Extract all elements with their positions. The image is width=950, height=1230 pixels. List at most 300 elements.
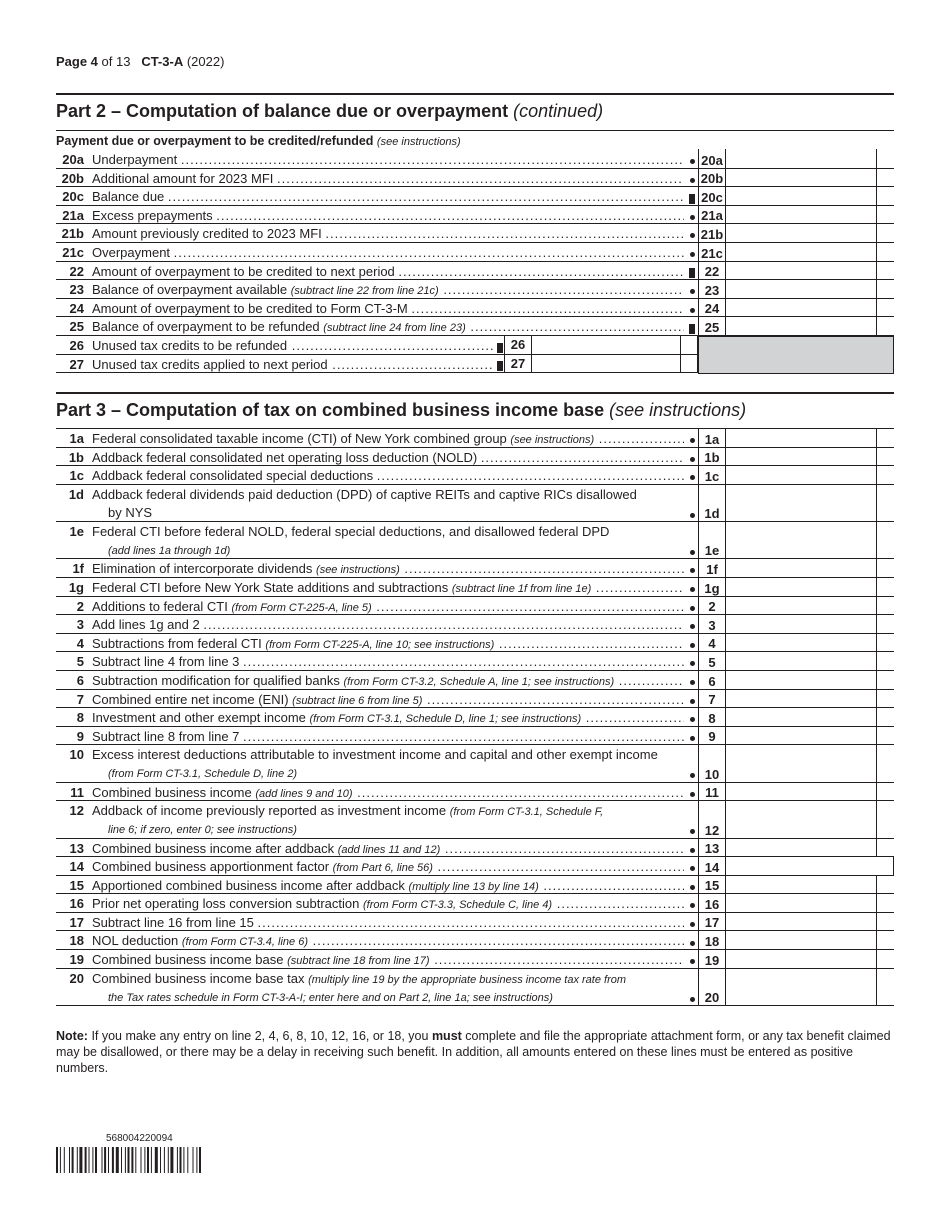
amount-field[interactable] bbox=[726, 783, 876, 801]
line-marker bbox=[688, 153, 696, 168]
bullet-icon bbox=[690, 178, 695, 183]
line-number: 3 bbox=[76, 617, 84, 633]
line-label: Subtractions from federal CTI bbox=[92, 635, 262, 651]
bullet-icon bbox=[690, 308, 695, 313]
line-row bbox=[56, 280, 894, 299]
line-number-box bbox=[698, 465, 726, 485]
line-marker bbox=[688, 842, 696, 857]
line-marker bbox=[688, 991, 696, 1006]
line-label: Amount of overpayment to be credited to Form CT-3-M bbox=[92, 300, 408, 316]
credit-cents-field[interactable] bbox=[680, 335, 698, 355]
part2-subhead: Payment due or overpayment to be credited/refunded (see instructions) bbox=[56, 134, 461, 148]
line-note: (from Form CT-3.1, Schedule D, line 1; see instructions) bbox=[309, 713, 582, 726]
barcode-bar bbox=[85, 1147, 87, 1173]
barcode-bar bbox=[60, 1147, 61, 1173]
line-marker bbox=[688, 953, 696, 968]
amount-field[interactable] bbox=[726, 243, 876, 261]
box-label: 25 bbox=[704, 319, 720, 335]
line-description bbox=[92, 152, 684, 167]
line-row bbox=[56, 429, 894, 448]
bullet-icon bbox=[690, 568, 695, 573]
cents-field[interactable] bbox=[876, 298, 894, 318]
line-description bbox=[92, 654, 684, 669]
line-number-box bbox=[698, 782, 726, 802]
line-number: 4 bbox=[76, 635, 84, 651]
leader-dots bbox=[400, 561, 684, 576]
cents-field[interactable] bbox=[876, 223, 894, 243]
box-label: 9 bbox=[708, 729, 716, 745]
line-number-box bbox=[698, 800, 726, 838]
barcode-bar bbox=[56, 1147, 58, 1173]
amount-field[interactable] bbox=[726, 727, 876, 745]
line-description-continued bbox=[108, 765, 684, 780]
cents-field[interactable] bbox=[876, 651, 894, 671]
line-description bbox=[92, 450, 684, 465]
line-marker bbox=[688, 618, 696, 633]
line-description bbox=[92, 747, 684, 762]
barcode-bar bbox=[92, 1147, 93, 1173]
line-marker bbox=[688, 265, 696, 280]
leader-dots bbox=[203, 617, 684, 632]
cents-field[interactable] bbox=[876, 279, 894, 299]
box-label: 20a bbox=[701, 152, 723, 168]
line-description bbox=[92, 338, 494, 353]
line-note: (subtract line 6 from line 5) bbox=[292, 694, 423, 707]
barcode-bar bbox=[69, 1147, 70, 1173]
line-description bbox=[92, 599, 684, 614]
amount-field[interactable] bbox=[726, 894, 876, 912]
line-row bbox=[56, 169, 894, 188]
line-row bbox=[56, 448, 894, 467]
cents-field[interactable] bbox=[876, 447, 894, 467]
amount-field[interactable] bbox=[726, 839, 876, 857]
cents-field[interactable] bbox=[876, 689, 894, 709]
amount-field[interactable] bbox=[726, 448, 876, 466]
leader-dots bbox=[430, 952, 684, 967]
line-description bbox=[92, 729, 684, 744]
line-number: 1g bbox=[68, 579, 84, 595]
cents-field[interactable] bbox=[876, 558, 894, 578]
line-marker bbox=[688, 860, 696, 875]
line-number-box bbox=[698, 223, 726, 243]
leader-dots bbox=[287, 338, 494, 353]
line-marker bbox=[688, 469, 696, 484]
line-label: Additions to federal CTI bbox=[92, 598, 228, 614]
line-number-box bbox=[698, 596, 726, 616]
line-description-continued bbox=[108, 505, 684, 520]
line-label: Balance of overpayment to be refunded bbox=[92, 319, 320, 335]
cents-field[interactable] bbox=[876, 186, 894, 206]
cents-field[interactable] bbox=[876, 614, 894, 634]
leader-dots bbox=[372, 599, 684, 614]
line-description bbox=[92, 171, 684, 186]
amount-field[interactable] bbox=[726, 485, 876, 521]
line-label: Unused tax credits applied to next period bbox=[92, 356, 328, 372]
barcode-bar bbox=[170, 1147, 173, 1173]
amount-field[interactable] bbox=[726, 466, 876, 484]
cents-field[interactable] bbox=[876, 726, 894, 746]
box-label: 22 bbox=[704, 264, 720, 280]
line-label: Addback federal consolidated special deductions bbox=[92, 468, 374, 484]
line-marker bbox=[688, 600, 696, 615]
line-number: 21b bbox=[61, 226, 84, 242]
bullet-icon bbox=[690, 773, 695, 778]
square-icon bbox=[689, 324, 695, 334]
line-row bbox=[56, 578, 894, 597]
part2-title: Part 2 – Computation of balance due or overpayment (continued) bbox=[56, 101, 604, 121]
line-row bbox=[56, 243, 894, 262]
barcode-bar bbox=[144, 1147, 145, 1173]
line-row bbox=[56, 224, 894, 243]
leader-dots bbox=[481, 450, 684, 465]
divider bbox=[56, 392, 894, 394]
line-marker bbox=[688, 562, 696, 577]
bullet-icon bbox=[690, 941, 695, 946]
leader-dots bbox=[439, 282, 684, 297]
line-number: 19 bbox=[69, 952, 84, 968]
line-marker bbox=[688, 209, 696, 224]
divider bbox=[56, 93, 894, 95]
line-row bbox=[56, 522, 894, 559]
amount-field[interactable] bbox=[726, 262, 876, 280]
box-label: 21c bbox=[701, 245, 723, 261]
bullet-icon bbox=[690, 885, 695, 890]
amount-field[interactable] bbox=[726, 522, 876, 558]
cents-field[interactable] bbox=[876, 484, 894, 522]
amount-field[interactable] bbox=[726, 913, 876, 931]
amount-field[interactable] bbox=[726, 169, 876, 187]
bullet-icon bbox=[690, 215, 695, 220]
leader-dots bbox=[581, 710, 684, 725]
amount-field[interactable] bbox=[726, 280, 876, 298]
line-description bbox=[92, 431, 684, 446]
line-description bbox=[92, 580, 684, 595]
cents-field[interactable] bbox=[876, 707, 894, 727]
amount-field[interactable] bbox=[726, 801, 876, 837]
leader-dots bbox=[398, 264, 684, 279]
line-note-continued: (add lines 1a through 1d) bbox=[108, 545, 231, 558]
amount-field[interactable] bbox=[726, 745, 876, 781]
cents-field[interactable] bbox=[876, 912, 894, 932]
line-row bbox=[56, 597, 894, 616]
cents-field[interactable] bbox=[876, 968, 894, 1006]
amount-field[interactable] bbox=[726, 224, 876, 242]
line-note: (see instructions) bbox=[510, 434, 595, 446]
leader-dots bbox=[216, 208, 684, 223]
square-icon bbox=[497, 343, 503, 353]
line-label: Prior net operating loss conversion subtraction bbox=[92, 896, 360, 912]
line-note: (add lines 9 and 10) bbox=[255, 787, 353, 800]
amount-field[interactable] bbox=[726, 597, 876, 615]
amount-field[interactable] bbox=[726, 317, 876, 335]
amount-field[interactable] bbox=[726, 615, 876, 633]
leader-dots bbox=[325, 226, 684, 241]
line-number-box bbox=[698, 912, 726, 932]
line-number: 20 bbox=[69, 970, 84, 986]
leader-dots bbox=[539, 878, 684, 893]
line-marker bbox=[688, 544, 696, 559]
form-number: CT-3-A bbox=[141, 54, 184, 69]
line-description bbox=[92, 468, 684, 483]
line-description bbox=[92, 841, 684, 856]
leader-dots bbox=[243, 729, 684, 744]
leader-dots bbox=[277, 171, 684, 186]
line-label: Excess interest deductions attributable to investment income and capital and other exempt income bbox=[92, 747, 658, 763]
line-marker bbox=[688, 655, 696, 670]
line-number-box bbox=[698, 968, 726, 1006]
line-description bbox=[92, 617, 684, 632]
cents-field[interactable] bbox=[876, 838, 894, 858]
line-number-box bbox=[698, 242, 726, 262]
amount-field[interactable] bbox=[726, 708, 876, 726]
bullet-icon bbox=[690, 457, 695, 462]
line-number-box bbox=[698, 521, 726, 559]
barcode-bar bbox=[116, 1147, 119, 1173]
line-row bbox=[56, 839, 894, 858]
cents-field[interactable] bbox=[876, 800, 894, 838]
line-description bbox=[92, 301, 684, 316]
line-label: Amount previously credited to 2023 MFI bbox=[92, 226, 322, 242]
square-icon bbox=[689, 268, 695, 278]
amount-field[interactable] bbox=[726, 187, 876, 205]
line-marker bbox=[688, 897, 696, 912]
barcode-bar bbox=[77, 1147, 78, 1173]
bullet-icon bbox=[690, 438, 695, 443]
line-number: 15 bbox=[69, 877, 84, 893]
cents-field[interactable] bbox=[876, 744, 894, 782]
line-row bbox=[56, 745, 894, 782]
line-row bbox=[56, 708, 894, 727]
cents-field[interactable] bbox=[876, 168, 894, 188]
amount-field[interactable] bbox=[726, 150, 876, 168]
barcode-bar bbox=[104, 1147, 106, 1173]
cents-field[interactable] bbox=[876, 205, 894, 225]
line-label: Addback of income previously reported as investment income bbox=[92, 803, 447, 819]
line-number-box bbox=[504, 335, 532, 355]
line-marker bbox=[688, 190, 696, 205]
line-number-box bbox=[698, 261, 726, 281]
line-marker bbox=[688, 227, 696, 242]
amount-field[interactable] bbox=[726, 950, 876, 968]
barcode-bar bbox=[95, 1147, 97, 1173]
line-number-box bbox=[698, 614, 726, 634]
line-number-box bbox=[698, 651, 726, 671]
bullet-icon bbox=[690, 717, 695, 722]
line-note: (subtract line 22 from line 21c) bbox=[290, 285, 439, 298]
line-label: Underpayment bbox=[92, 152, 178, 167]
line-marker bbox=[688, 451, 696, 466]
barcode-bar bbox=[187, 1147, 188, 1173]
line-number-box bbox=[698, 186, 726, 206]
line-marker bbox=[688, 302, 696, 317]
line-number-box bbox=[698, 949, 726, 969]
amount-field[interactable] bbox=[726, 559, 876, 577]
barcode-bar bbox=[193, 1147, 194, 1173]
barcode-bar bbox=[196, 1147, 197, 1173]
cents-field[interactable] bbox=[876, 316, 894, 336]
cents-field[interactable] bbox=[876, 242, 894, 262]
credit-cents-field[interactable] bbox=[680, 354, 698, 374]
cents-field[interactable] bbox=[876, 465, 894, 485]
line-marker bbox=[688, 246, 696, 261]
line-row bbox=[56, 969, 894, 1006]
box-label: 20b bbox=[700, 171, 724, 187]
cents-field[interactable] bbox=[876, 577, 894, 597]
line-row bbox=[56, 466, 894, 485]
amount-field[interactable] bbox=[726, 876, 876, 894]
line-description bbox=[92, 971, 684, 986]
amount-field[interactable] bbox=[726, 578, 876, 596]
line-row bbox=[56, 187, 894, 206]
line-note: (multiply line 13 by line 14) bbox=[408, 880, 539, 893]
line-description bbox=[92, 357, 494, 372]
line-marker bbox=[688, 507, 696, 522]
leader-dots bbox=[591, 580, 684, 595]
line-number: 7 bbox=[76, 691, 84, 707]
line-number: 9 bbox=[76, 728, 84, 744]
line-row bbox=[56, 150, 894, 169]
amount-field[interactable] bbox=[726, 857, 894, 875]
line-number: 14 bbox=[69, 859, 84, 875]
barcode-bar bbox=[164, 1147, 165, 1173]
amount-field[interactable] bbox=[726, 299, 876, 317]
line-label: Elimination of intercorporate dividends bbox=[92, 561, 313, 577]
box-label: 1g bbox=[704, 580, 720, 596]
cents-field[interactable] bbox=[876, 261, 894, 281]
line-description bbox=[92, 189, 684, 204]
barcode-bar bbox=[79, 1147, 82, 1173]
cents-field[interactable] bbox=[876, 893, 894, 913]
box-label: 7 bbox=[708, 692, 716, 708]
line-label: Federal consolidated taxable income (CTI) of New York combined group bbox=[92, 431, 507, 446]
line-number: 20c bbox=[62, 189, 84, 205]
line-note: (from Part 6, line 56) bbox=[332, 862, 433, 875]
cents-field[interactable] bbox=[876, 428, 894, 448]
line-number-box bbox=[698, 875, 726, 895]
line-number: 6 bbox=[76, 672, 84, 688]
line-label-continued: by NYS bbox=[108, 504, 153, 520]
bullet-icon bbox=[690, 699, 695, 704]
credit-amount-field[interactable] bbox=[532, 355, 680, 373]
line-number-box bbox=[698, 670, 726, 690]
line-label: Balance of overpayment available bbox=[92, 282, 288, 298]
line-marker bbox=[688, 786, 696, 801]
barcode-bar bbox=[72, 1147, 74, 1173]
line-number-box bbox=[698, 428, 726, 448]
amount-field[interactable] bbox=[726, 634, 876, 652]
line-number-box bbox=[698, 726, 726, 746]
barcode-bar bbox=[180, 1147, 182, 1173]
line-row bbox=[56, 727, 894, 746]
line-number-box bbox=[504, 354, 532, 374]
line-label: Excess prepayments bbox=[92, 207, 213, 223]
credit-amount-field[interactable] bbox=[532, 336, 680, 354]
box-label: 26 bbox=[510, 337, 526, 352]
line-number: 13 bbox=[69, 840, 84, 856]
bullet-icon bbox=[690, 903, 695, 908]
part3-title: Part 3 – Computation of tax on combined business income base (see instructions) bbox=[56, 400, 747, 420]
line-number-box bbox=[698, 149, 726, 169]
line-number: 24 bbox=[69, 300, 84, 316]
line-label: Subtraction modification for qualified banks bbox=[92, 672, 340, 688]
line-number-box bbox=[698, 838, 726, 858]
amount-field[interactable] bbox=[726, 969, 876, 1005]
cents-field[interactable] bbox=[876, 670, 894, 690]
line-label: Federal CTI before New York State additions and subtractions bbox=[92, 579, 449, 595]
line-note-continued: the Tax rates schedule in Form CT-3-A-I; enter here and on Part 2, line 1a; see instructions) bbox=[108, 991, 553, 1004]
barcode-bar bbox=[155, 1147, 158, 1173]
cents-field[interactable] bbox=[876, 633, 894, 653]
line-description bbox=[92, 524, 684, 539]
line-description bbox=[92, 692, 684, 707]
line-number-box bbox=[698, 279, 726, 299]
box-label: 15 bbox=[704, 878, 720, 894]
line-number: 23 bbox=[69, 282, 84, 298]
leader-dots bbox=[377, 468, 684, 483]
line-note-continued: (from Form CT-3.1, Schedule D, line 2) bbox=[108, 768, 298, 781]
line-number-box bbox=[698, 707, 726, 727]
leader-dots bbox=[258, 915, 685, 930]
cents-field[interactable] bbox=[876, 875, 894, 895]
amount-field[interactable] bbox=[726, 652, 876, 670]
cents-field[interactable] bbox=[876, 949, 894, 969]
amount-field[interactable] bbox=[726, 931, 876, 949]
bullet-icon bbox=[690, 289, 695, 294]
cents-field[interactable] bbox=[876, 596, 894, 616]
barcode-bar bbox=[141, 1147, 142, 1173]
line-note: (add lines 11 and 12) bbox=[337, 843, 441, 856]
cents-field[interactable] bbox=[876, 521, 894, 559]
bullet-icon bbox=[690, 624, 695, 629]
line-label: Combined business apportionment factor bbox=[92, 859, 330, 875]
bullet-icon bbox=[690, 680, 695, 685]
line-note: (from Form CT-225-A, line 10; see instructions) bbox=[265, 638, 495, 651]
box-label: 4 bbox=[708, 636, 716, 652]
line-number-box bbox=[698, 744, 726, 782]
cents-field[interactable] bbox=[876, 930, 894, 950]
part2-lines bbox=[56, 150, 894, 336]
line-number: 20a bbox=[62, 152, 84, 167]
bullet-icon bbox=[690, 661, 695, 666]
line-number: 25 bbox=[69, 319, 84, 335]
amount-field[interactable] bbox=[726, 690, 876, 708]
line-label: Subtract line 8 from line 7 bbox=[92, 728, 240, 744]
line-description bbox=[92, 878, 684, 893]
amount-field[interactable] bbox=[726, 429, 876, 447]
box-label: 3 bbox=[708, 617, 716, 633]
amount-field[interactable] bbox=[726, 206, 876, 224]
box-label: 12 bbox=[704, 822, 720, 838]
box-label: 17 bbox=[704, 915, 720, 931]
line-description bbox=[92, 952, 684, 967]
line-number-box bbox=[698, 484, 726, 522]
line-label: Addback federal consolidated net operating loss deduction (NOLD) bbox=[92, 449, 478, 465]
leader-dots bbox=[552, 896, 684, 911]
amount-field[interactable] bbox=[726, 671, 876, 689]
line-label: NOL deduction bbox=[92, 933, 179, 949]
line-label: Subtract line 4 from line 3 bbox=[92, 654, 240, 670]
line-number: 5 bbox=[76, 654, 84, 670]
line-marker bbox=[496, 358, 504, 373]
line-description bbox=[92, 487, 684, 502]
barcode-bar bbox=[112, 1147, 114, 1173]
line-number: 20b bbox=[61, 170, 84, 186]
line-row bbox=[56, 950, 894, 969]
line-number-box bbox=[698, 893, 726, 913]
cents-field[interactable] bbox=[876, 782, 894, 802]
line-number: 1d bbox=[68, 486, 84, 502]
cents-field[interactable] bbox=[876, 149, 894, 169]
